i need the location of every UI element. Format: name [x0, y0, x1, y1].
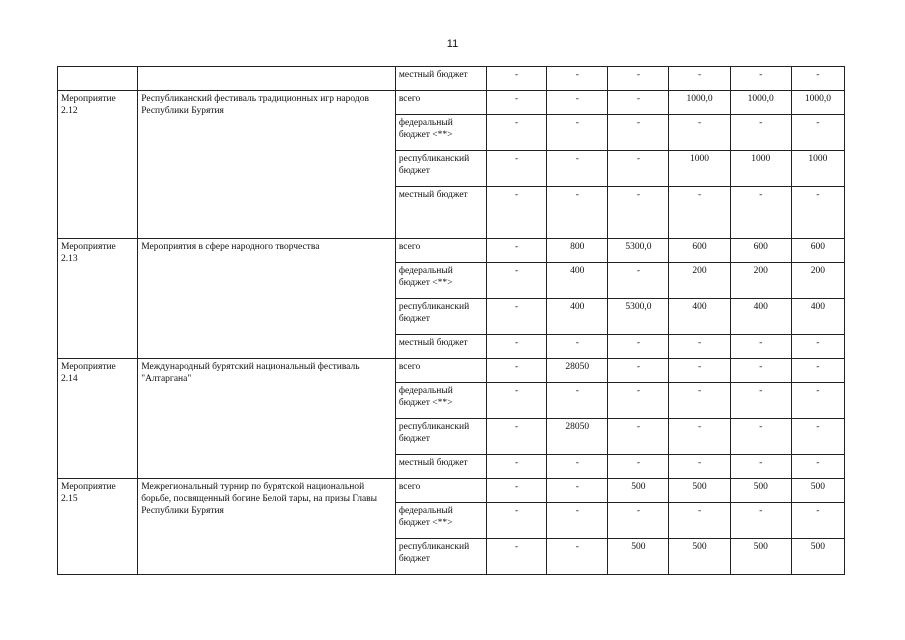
event-name-cell [138, 67, 396, 91]
event-name-cell: Межрегиональный турнир по бурятской национальной борьбе, посвященный богине Белой тары, на призы Главы Республики Бурятия [138, 479, 396, 575]
value-cell: 400 [791, 299, 844, 335]
value-cell: 5300,0 [608, 239, 669, 263]
value-cell: 500 [669, 479, 730, 503]
value-cell: 500 [791, 479, 844, 503]
value-cell: 1000 [791, 151, 844, 187]
value-cell: 28050 [547, 359, 608, 383]
value-cell: - [791, 503, 844, 539]
value-cell: - [730, 419, 791, 455]
value-cell: - [547, 479, 608, 503]
value-cell: 200 [730, 263, 791, 299]
event-cell: Мероприятие 2.13 [58, 239, 138, 359]
funding-source-cell: федеральный бюджет <**> [395, 115, 486, 151]
value-cell: - [730, 115, 791, 151]
value-cell: - [669, 335, 730, 359]
value-cell: - [487, 263, 547, 299]
value-cell: - [608, 263, 669, 299]
value-cell: - [487, 187, 547, 239]
value-cell: - [608, 503, 669, 539]
value-cell: - [547, 335, 608, 359]
value-cell: - [608, 187, 669, 239]
funding-source-cell: республиканский бюджет [395, 539, 486, 575]
value-cell: - [487, 539, 547, 575]
value-cell: 500 [669, 539, 730, 575]
value-cell: - [730, 335, 791, 359]
value-cell: - [547, 67, 608, 91]
value-cell: - [730, 503, 791, 539]
value-cell: - [791, 187, 844, 239]
value-cell: 200 [791, 263, 844, 299]
value-cell: - [608, 115, 669, 151]
funding-source-cell: местный бюджет [395, 187, 486, 239]
value-cell: - [791, 455, 844, 479]
budget-table [57, 66, 845, 575]
value-cell: - [669, 67, 730, 91]
value-cell: 200 [669, 263, 730, 299]
value-cell: 1000 [730, 151, 791, 187]
value-cell: - [608, 359, 669, 383]
table-row [58, 67, 845, 91]
funding-source-cell: всего [395, 239, 486, 263]
page-number: 11 [446, 38, 459, 50]
value-cell: - [487, 419, 547, 455]
value-cell: - [791, 335, 844, 359]
value-cell: - [608, 419, 669, 455]
value-cell: - [791, 359, 844, 383]
event-cell: Мероприятие 2.14 [58, 359, 138, 479]
funding-source-cell: всего [395, 91, 486, 115]
value-cell: - [791, 67, 844, 91]
value-cell: 600 [669, 239, 730, 263]
value-cell: - [730, 187, 791, 239]
value-cell: - [487, 299, 547, 335]
value-cell: 500 [608, 539, 669, 575]
table-row [58, 359, 845, 383]
value-cell: - [487, 455, 547, 479]
value-cell: - [669, 455, 730, 479]
value-cell: 1000,0 [730, 91, 791, 115]
funding-source-cell: республиканский бюджет [395, 419, 486, 455]
value-cell: - [730, 455, 791, 479]
value-cell: - [487, 383, 547, 419]
event-name-cell: Международный бурятский национальный фестиваль "Алтаргана" [138, 359, 396, 479]
value-cell: 28050 [547, 419, 608, 455]
value-cell: - [608, 91, 669, 115]
value-cell: - [669, 383, 730, 419]
value-cell: 500 [608, 479, 669, 503]
value-cell: 500 [791, 539, 844, 575]
value-cell: - [547, 455, 608, 479]
value-cell: - [547, 503, 608, 539]
value-cell: - [791, 115, 844, 151]
value-cell: - [547, 539, 608, 575]
value-cell: - [547, 151, 608, 187]
value-cell: - [487, 115, 547, 151]
value-cell: - [487, 479, 547, 503]
value-cell: 600 [791, 239, 844, 263]
value-cell: - [547, 383, 608, 419]
value-cell: - [608, 383, 669, 419]
value-cell: 400 [669, 299, 730, 335]
value-cell: - [487, 91, 547, 115]
value-cell: - [669, 503, 730, 539]
funding-source-cell: всего [395, 479, 486, 503]
event-cell: Мероприятие 2.12 [58, 91, 138, 239]
table-row [58, 239, 845, 263]
event-name-cell: Республиканский фестиваль традиционных игр народов Республики Бурятия [138, 91, 396, 239]
value-cell: 500 [730, 539, 791, 575]
value-cell: - [487, 503, 547, 539]
event-name-cell: Мероприятия в сфере народного творчества [138, 239, 396, 359]
value-cell: - [669, 359, 730, 383]
funding-source-cell: федеральный бюджет <**> [395, 383, 486, 419]
value-cell: - [791, 383, 844, 419]
value-cell: - [730, 67, 791, 91]
value-cell: 400 [730, 299, 791, 335]
value-cell: - [608, 67, 669, 91]
value-cell: - [487, 67, 547, 91]
value-cell: 400 [547, 263, 608, 299]
value-cell: - [730, 359, 791, 383]
value-cell: - [547, 187, 608, 239]
value-cell: 5300,0 [608, 299, 669, 335]
funding-source-cell: всего [395, 359, 486, 383]
value-cell: 800 [547, 239, 608, 263]
value-cell: - [487, 151, 547, 187]
event-cell [58, 67, 138, 91]
value-cell: - [608, 335, 669, 359]
value-cell: - [547, 115, 608, 151]
funding-source-cell: местный бюджет [395, 455, 486, 479]
funding-source-cell: федеральный бюджет <**> [395, 263, 486, 299]
funding-source-cell: республиканский бюджет [395, 151, 486, 187]
value-cell: - [487, 359, 547, 383]
funding-source-cell: местный бюджет [395, 67, 486, 91]
value-cell: - [487, 335, 547, 359]
value-cell: 400 [547, 299, 608, 335]
value-cell: 600 [730, 239, 791, 263]
value-cell: - [487, 239, 547, 263]
value-cell: 1000,0 [791, 91, 844, 115]
funding-source-cell: федеральный бюджет <**> [395, 503, 486, 539]
value-cell: - [791, 419, 844, 455]
value-cell: - [547, 91, 608, 115]
value-cell: - [608, 151, 669, 187]
value-cell: 1000,0 [669, 91, 730, 115]
value-cell: 1000 [669, 151, 730, 187]
funding-source-cell: местный бюджет [395, 335, 486, 359]
value-cell: - [608, 455, 669, 479]
value-cell: - [669, 187, 730, 239]
table-row [58, 91, 845, 115]
value-cell: - [669, 419, 730, 455]
value-cell: 500 [730, 479, 791, 503]
table-row [58, 479, 845, 503]
event-cell: Мероприятие 2.15 [58, 479, 138, 575]
value-cell: - [669, 115, 730, 151]
funding-source-cell: республиканский бюджет [395, 299, 486, 335]
value-cell: - [730, 383, 791, 419]
